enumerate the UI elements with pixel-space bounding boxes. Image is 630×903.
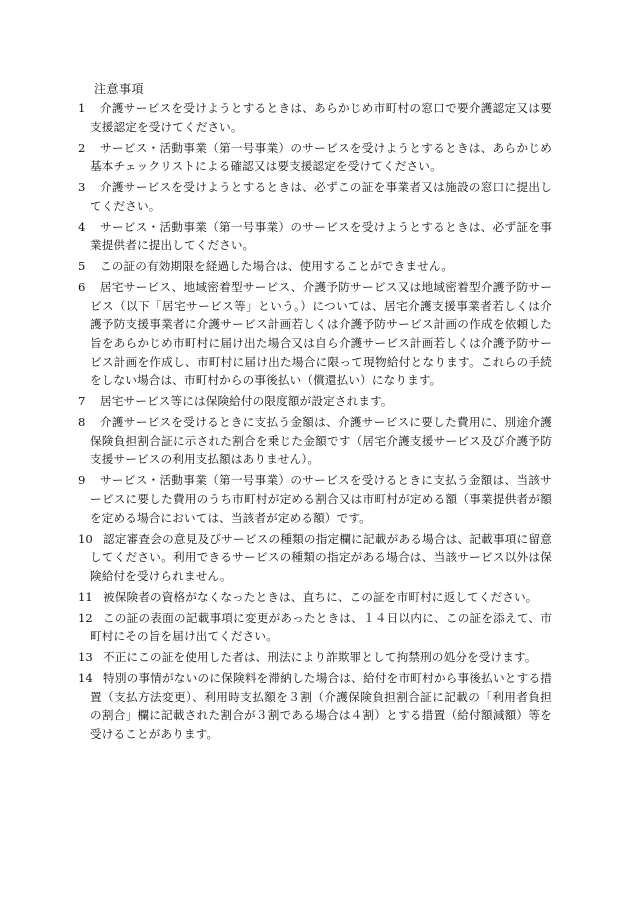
note-item	[78, 278, 552, 390]
note-number: 3	[78, 180, 86, 195]
note-number: 7	[78, 394, 86, 409]
note-item	[78, 648, 552, 667]
note-number: 9	[78, 473, 86, 488]
note-item	[78, 471, 552, 527]
note-item	[78, 257, 552, 276]
note-number: 14	[78, 671, 93, 686]
note-text: サービス・活動事業（第一号事業）のサービスを受けようとするときは、必ず証を事業提供者に提出してください。	[90, 219, 552, 253]
note-number: 1	[78, 101, 86, 115]
note-number: 8	[78, 415, 86, 430]
note-text: 認定審査会の意見及びサービスの種類の指定欄に記載がある場合は、記載事項に留意してください。利用できるサービスの種類の指定がある場合は、当該サービス以外は保険給付を受けられません。	[90, 531, 552, 583]
note-item	[78, 669, 552, 743]
note-number: 12	[78, 610, 93, 625]
note-item	[78, 178, 552, 215]
notes-list	[78, 99, 552, 744]
note-item	[78, 392, 552, 411]
note-number: 13	[78, 650, 93, 665]
note-text: 介護サービスを受けようとするときは、あらかじめ市町村の窓口で要介護認定又は要支援認定を受けてください。	[90, 101, 552, 134]
note-item	[78, 530, 552, 586]
note-text: 被保険者の資格がなくなったときは、直ちに、この証を市町村に返してください。	[103, 589, 538, 604]
note-text: サービス・活動事業（第一号事業）のサービスを受けようとするときは、あらかじめ基本チェックリストによる確認又は要支援認定を受けてください。	[90, 140, 552, 174]
note-item	[78, 99, 552, 136]
note-number: 11	[78, 589, 93, 604]
note-number: 6	[78, 280, 86, 295]
note-number: 2	[78, 140, 86, 155]
note-text: 介護サービスを受けるときに支払う金額は、介護サービスに要した費用に、別途介護保険負担割合証に示された割合を乗じた金額です（居宅介護支援サービス及び介護予防支援サービスの利用支払額はありません）。	[90, 415, 552, 467]
note-number: 4	[78, 219, 86, 234]
note-text: 居宅サービス、地域密着型サービス、介護予防サービス又は地域密着型介護予防サービス（以下「居宅サービス等」という。）については、居宅介護支援事業者若しくは介護予防支援事業者に介護サービス計画若しくは介護予防サービス計画の作成を依頼した旨をあらかじめ市町村に届け出た場合又は自ら介護サービス計画若しくは介護予防サービス計画を作成し、市町村に届け出た場合に限って現物給付となります。これらの手続をしない場合は、市町村からの事後払い（償還払い）になります。	[90, 280, 552, 388]
note-item	[78, 588, 552, 607]
note-item	[78, 139, 552, 176]
notes-heading: 注意事項	[94, 82, 145, 96]
note-text: サービス・活動事業（第一号事業）のサービスを受けるときに支払う金額は、当該サービスに要した費用のうち市町村が定める割合又は市町村が定める額（事業提供者が額を定める場合においては、当該者が定める額）です。	[90, 473, 552, 525]
note-number: 5	[78, 259, 86, 274]
note-text: 居宅サービス等には保険給付の限度額が設定されます。	[100, 394, 393, 409]
note-item	[78, 609, 552, 646]
note-text: 介護サービスを受けようとするときは、必ずこの証を事業者又は施設の窓口に提出してください。	[90, 180, 552, 213]
note-text: この証の表面の記載事項に変更があったときは、１４日以内に、この証を添えて、市町村にその旨を届け出てください。	[90, 610, 552, 644]
note-number: 10	[78, 531, 93, 546]
note-item	[78, 218, 552, 255]
note-item	[78, 413, 552, 469]
note-text: 特別の事情がないのに保険料を滞納した場合は、給付を市町村から事後払いとする措置（支払方法変更）、利用時支払額を３割（介護保険負担割合証に記載の「利用者負担の割合」欄に記載された割合が３割である場合は４割）とする措置（給付額減額）等を受けることがあります。	[90, 671, 552, 742]
note-text: この証の有効期限を経過した場合は、使用することができません。	[100, 259, 454, 274]
note-text: 不正にこの証を使用した者は、刑法により詐欺罪として拘禁刑の処分を受けます。	[103, 650, 537, 665]
